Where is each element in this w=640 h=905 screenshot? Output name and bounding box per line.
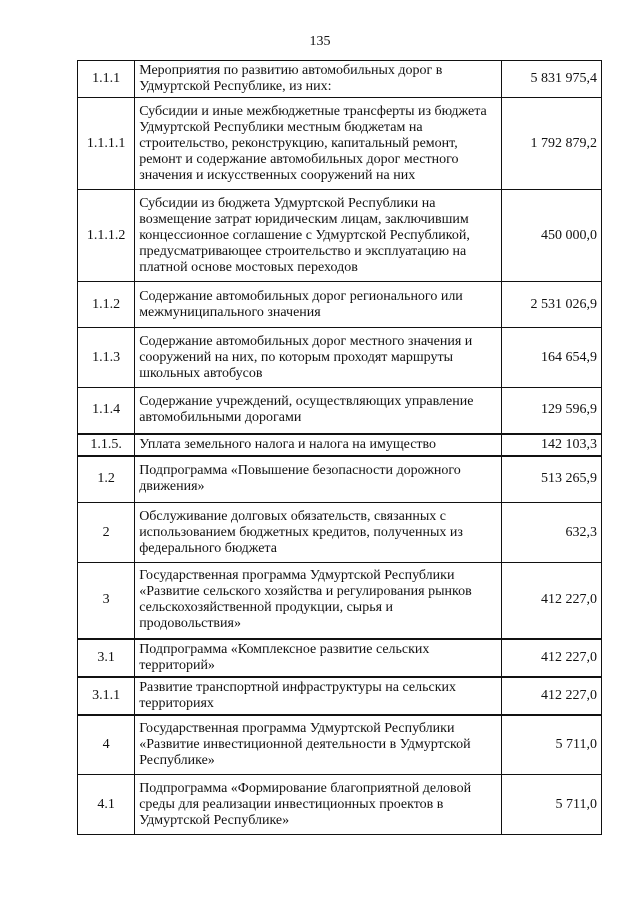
table-row: [78, 677, 602, 715]
table-row: [78, 639, 602, 677]
row-name: Содержание автомобильных дорог местного значения и сооружений на них, по которым проходят маршруты школьных автобусов: [135, 328, 502, 388]
table-row: [78, 388, 602, 434]
table-row: [78, 61, 602, 98]
row-amount: 164 654,9: [501, 328, 601, 388]
row-code: 1.1.1: [78, 61, 135, 98]
table-row: [78, 434, 602, 456]
row-code: 4: [78, 715, 135, 775]
table-row: [78, 503, 602, 563]
row-amount: 5 711,0: [501, 775, 601, 835]
budget-table: [77, 60, 602, 835]
table-row: [78, 456, 602, 503]
row-code: 1.1.1.1: [78, 98, 135, 190]
row-amount: 5 831 975,4: [501, 61, 601, 98]
row-code: 3.1.1: [78, 677, 135, 715]
row-amount: 129 596,9: [501, 388, 601, 434]
row-name: Обслуживание долговых обязательств, связанных с использованием бюджетных кредитов, полученных из федерального бюджета: [135, 503, 502, 563]
table-row: [78, 715, 602, 775]
row-amount: 1 792 879,2: [501, 98, 601, 190]
row-amount: 412 227,0: [501, 639, 601, 677]
row-amount: 450 000,0: [501, 190, 601, 282]
row-code: 1.1.4: [78, 388, 135, 434]
row-name: Развитие транспортной инфраструктуры на сельских территориях: [135, 677, 502, 715]
table-row: [78, 98, 602, 190]
table-row: [78, 563, 602, 639]
row-name: Мероприятия по развитию автомобильных дорог в Удмуртской Республике, из них:: [135, 61, 502, 98]
row-name: Субсидии и иные межбюджетные трансферты из бюджета Удмуртской Республики местным бюджетам на строительство, реконструкцию, капитальный ремонт, ремонт и содержание автомобильных дорог местного значения и искусственных сооружений на них: [135, 98, 502, 190]
row-amount: 513 265,9: [501, 456, 601, 503]
table-row: [78, 190, 602, 282]
row-name: Субсидии из бюджета Удмуртской Республики на возмещение затрат юридическим лицам, заключившим концессионное соглашение с Удмуртской Республикой, предусматривающее строительство и эксплуатацию на платной основе мостовых переходов: [135, 190, 502, 282]
row-code: 1.1.2: [78, 282, 135, 328]
row-name: Государственная программа Удмуртской Республики «Развитие сельского хозяйства и регулирования рынков сельскохозяйственной продукции, сырья и продовольствия»: [135, 563, 502, 639]
table-row: [78, 328, 602, 388]
row-amount: 142 103,3: [501, 434, 601, 456]
row-name: Содержание автомобильных дорог регионального или межмуниципального значения: [135, 282, 502, 328]
row-amount: 632,3: [501, 503, 601, 563]
row-code: 1.1.5.: [78, 434, 135, 456]
table-row: [78, 282, 602, 328]
row-name: Подпрограмма «Комплексное развитие сельских территорий»: [135, 639, 502, 677]
table-row: [78, 775, 602, 835]
row-name: Подпрограмма «Повышение безопасности дорожного движения»: [135, 456, 502, 503]
row-code: 1.2: [78, 456, 135, 503]
row-code: 2: [78, 503, 135, 563]
row-amount: 412 227,0: [501, 677, 601, 715]
row-code: 1.1.1.2: [78, 190, 135, 282]
row-code: 1.1.3: [78, 328, 135, 388]
row-amount: 5 711,0: [501, 715, 601, 775]
row-name: Государственная программа Удмуртской Республики «Развитие инвестиционной деятельности в Удмуртской Республике»: [135, 715, 502, 775]
row-code: 4.1: [78, 775, 135, 835]
row-code: 3.1: [78, 639, 135, 677]
row-amount: 2 531 026,9: [501, 282, 601, 328]
row-amount: 412 227,0: [501, 563, 601, 639]
row-name: Подпрограмма «Формирование благоприятной деловой среды для реализации инвестиционных проектов в Удмуртской Республике»: [135, 775, 502, 835]
row-name: Содержание учреждений, осуществляющих управление автомобильными дорогами: [135, 388, 502, 434]
row-name: Уплата земельного налога и налога на имущество: [135, 434, 502, 456]
row-code: 3: [78, 563, 135, 639]
page-number: 135: [309, 34, 331, 49]
